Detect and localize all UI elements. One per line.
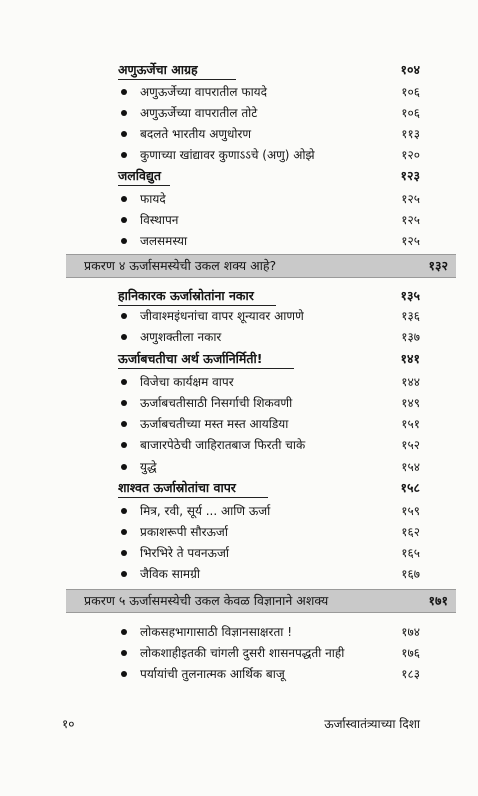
footer-running-title: ऊर्जास्वातंत्र्याच्या दिशा (324, 717, 420, 731)
section-heading (0, 478, 478, 498)
toc-page-number: १५१ (401, 417, 420, 431)
chapter-heading (66, 254, 456, 278)
bullet-icon (121, 464, 127, 470)
toc-page-number: १२५ (401, 234, 420, 248)
bullet-icon (121, 89, 127, 95)
toc-item (0, 564, 478, 584)
chapter-heading (66, 589, 456, 613)
toc-page-number: १०४ (400, 62, 420, 77)
toc-item (0, 543, 478, 563)
toc-label: हानिकारक ऊर्जास्रोतांना नकार (118, 288, 254, 303)
toc-page-number: १०६ (401, 106, 420, 120)
toc-page-number: १३७ (401, 330, 420, 344)
toc-item (0, 210, 478, 230)
toc-item (0, 522, 478, 542)
heading-underline (118, 79, 236, 80)
heading-underline (118, 497, 268, 498)
toc-page-number: १६७ (401, 567, 420, 581)
toc-page-number: १७१ (428, 593, 448, 608)
toc-label: भिरभिरे ते पवनऊर्जा (140, 546, 229, 560)
toc-page-number: १८३ (401, 667, 420, 681)
toc-page-number: १२० (401, 148, 420, 162)
toc-item (0, 622, 478, 642)
bullet-icon (121, 238, 127, 244)
toc-label: प्रकरण ४ ऊर्जासमस्येची उकल शक्य आहे? (84, 258, 277, 273)
bullet-icon (121, 529, 127, 535)
toc-label: कुणाच्या खांद्यावर कुणाऽऽचे (अणु) ओझे (140, 148, 315, 162)
bullet-icon (121, 671, 127, 677)
bullet-icon (121, 379, 127, 385)
toc-item (0, 327, 478, 347)
toc-item (0, 664, 478, 684)
toc-item (0, 457, 478, 477)
section-heading (0, 286, 478, 306)
toc-label: जीवाश्मइंधनांचा वापर शून्यावर आणणे (140, 309, 304, 323)
toc-page-number: १४९ (401, 396, 420, 410)
section-heading (0, 60, 478, 80)
bullet-icon (121, 442, 127, 448)
toc-label: प्रकाशरूपी सौरऊर्जा (140, 525, 228, 539)
toc-page-number: १३६ (401, 309, 420, 323)
toc-item (0, 435, 478, 455)
toc-label: लोकशाहीइतकी चांगली दुसरी शासनपद्धती नाही (140, 646, 345, 660)
bullet-icon (121, 196, 127, 202)
bullet-icon (121, 131, 127, 137)
toc-page-number: १४४ (401, 375, 420, 389)
toc-item (0, 372, 478, 392)
bullet-icon (121, 508, 127, 514)
toc-item (0, 231, 478, 251)
toc-label: बदलते भारतीय अणुधोरण (140, 127, 252, 141)
bullet-icon (121, 110, 127, 116)
bullet-icon (121, 217, 127, 223)
toc-item (0, 306, 478, 326)
toc-item (0, 643, 478, 663)
toc-page-number: १२५ (401, 213, 420, 227)
toc-page-number: १४१ (400, 351, 420, 366)
toc-label: लोकसहभागासाठी विज्ञानसाक्षरता ! (140, 625, 293, 639)
bullet-icon (121, 571, 127, 577)
section-heading (0, 166, 478, 186)
toc-label: अणुऊर्जेचा आग्रह (118, 62, 198, 77)
bullet-icon (121, 400, 127, 406)
toc-label: अणुशक्तीला नकार (140, 330, 222, 344)
toc-item (0, 189, 478, 209)
toc-page-number: १३२ (428, 258, 448, 273)
toc-page-number: १०६ (401, 85, 420, 99)
toc-label: बाजारपेठेची जाहिरातबाज फिरती चाके (140, 438, 306, 452)
footer-page-number: १० (62, 717, 75, 731)
bullet-icon (121, 152, 127, 158)
toc-item (0, 393, 478, 413)
heading-underline (118, 368, 294, 369)
toc-page-number: १२३ (400, 168, 420, 183)
toc-item (0, 124, 478, 144)
toc-item (0, 414, 478, 434)
toc-label: जलसमस्या (140, 234, 188, 248)
toc-label: ऊर्जाबचतीसाठी निसर्गाची शिकवणी (140, 396, 293, 410)
toc-label: ऊर्जाबचतीच्या मस्त मस्त आयडिया (140, 417, 289, 431)
toc-label: जलविद्युत (118, 168, 161, 183)
toc-item (0, 103, 478, 123)
toc-label: प्रकरण ५ ऊर्जासमस्येची उकल केवळ विज्ञानाने अशक्य (84, 593, 329, 608)
toc-page-number: १६५ (401, 546, 420, 560)
bullet-icon (121, 550, 127, 556)
toc-page-number: १५४ (401, 460, 420, 474)
bullet-icon (121, 629, 127, 635)
bullet-icon (121, 650, 127, 656)
toc-label: अणुऊर्जेच्या वापरातील फायदे (140, 85, 268, 99)
toc-page-number: १५९ (401, 504, 420, 518)
toc-item (0, 501, 478, 521)
section-heading (0, 349, 478, 369)
toc-label: विस्थापन (140, 213, 179, 227)
toc-label: जैविक सामग्री (140, 567, 200, 581)
bullet-icon (121, 334, 127, 340)
toc-page-number: १७६ (401, 646, 420, 660)
toc-item (0, 82, 478, 102)
toc-label: मित्र, रवी, सूर्य ... आणि ऊर्जा (140, 504, 271, 518)
toc-label: विजेचा कार्यक्षम वापर (140, 375, 234, 389)
toc-page-number: १६२ (401, 525, 420, 539)
toc-item (0, 145, 478, 165)
heading-underline (118, 185, 170, 186)
toc-page-number: १३५ (400, 288, 420, 303)
toc-page-number: १५८ (400, 480, 420, 495)
toc-label: युद्धे (140, 460, 157, 474)
toc-page-number: १७४ (401, 625, 420, 639)
toc-label: पर्यायांची तुलनात्मक आर्थिक बाजू (140, 667, 285, 681)
toc-page-number: १२५ (401, 192, 420, 206)
bullet-icon (121, 421, 127, 427)
bullet-icon (121, 313, 127, 319)
toc-label: शाश्वत ऊर्जास्रोतांचा वापर (118, 480, 236, 495)
toc-label: ऊर्जाबचतीचा अर्थ ऊर्जानिर्मिती! (118, 351, 263, 366)
toc-label: अणुऊर्जेच्या वापरातील तोटे (140, 106, 258, 120)
toc-page-number: ११३ (401, 127, 420, 141)
toc-label: फायदे (140, 192, 166, 206)
toc-page-number: १५२ (401, 438, 420, 452)
